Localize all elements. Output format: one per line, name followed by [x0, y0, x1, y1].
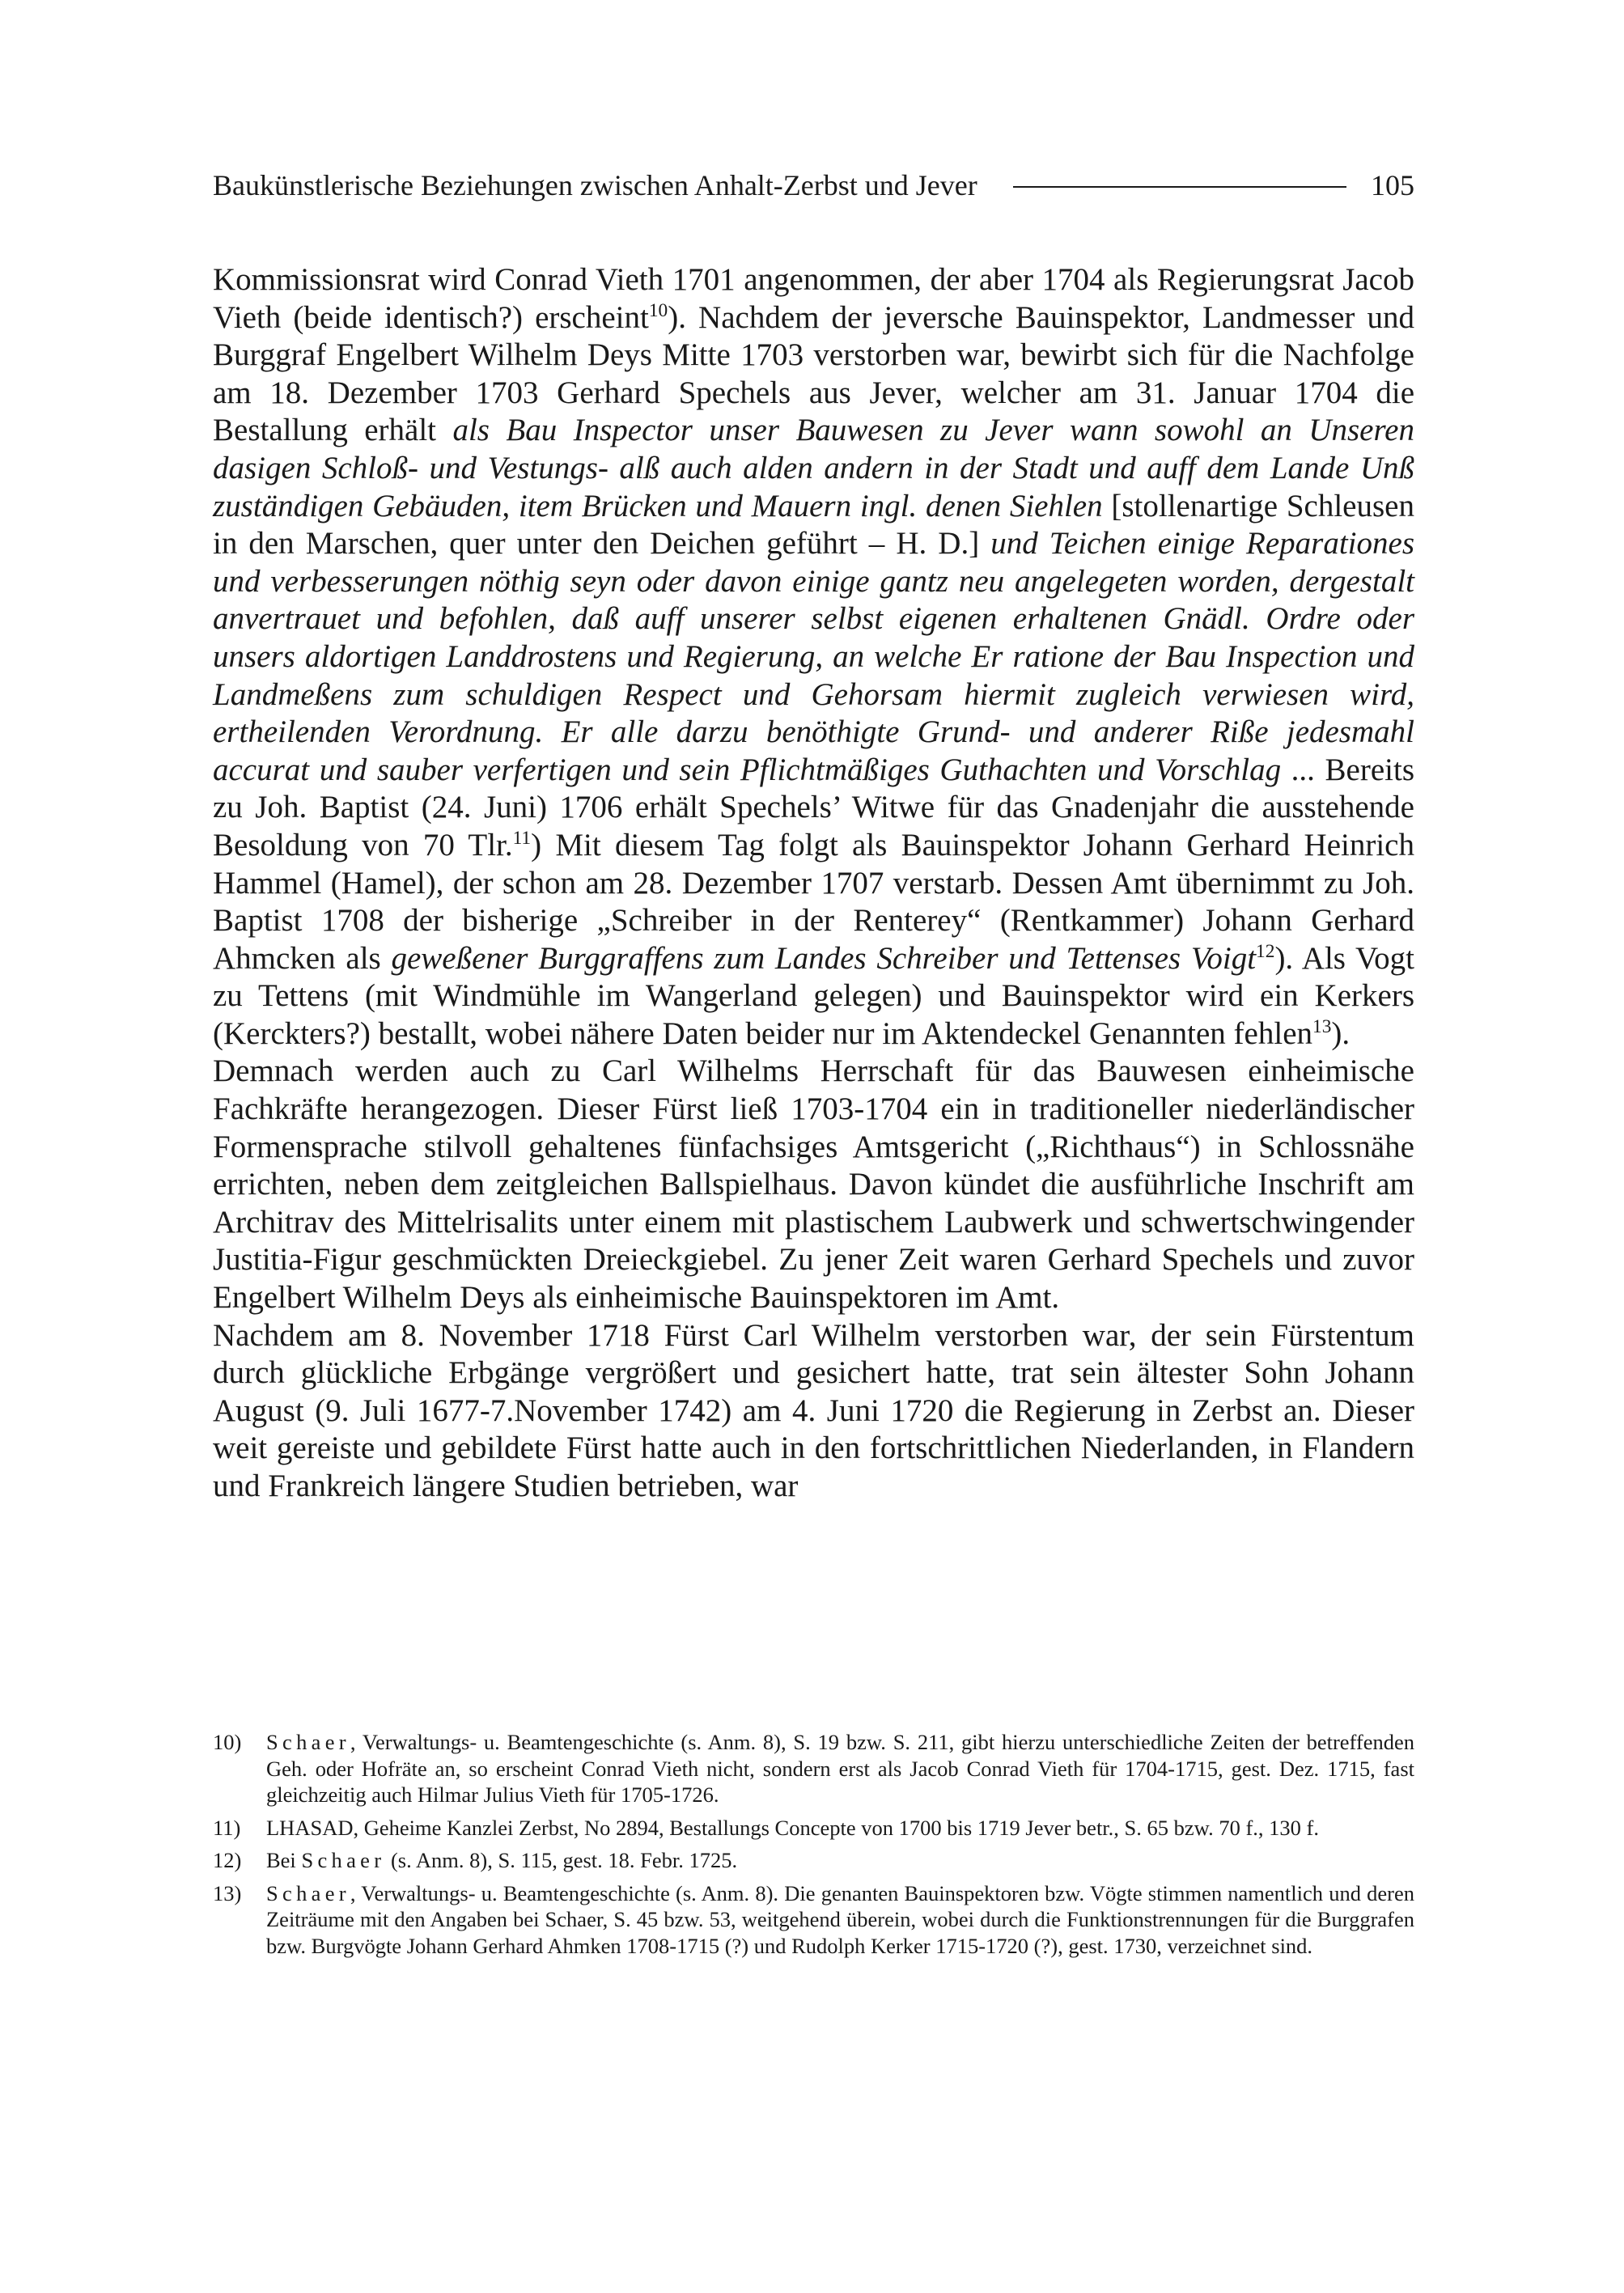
paragraph-2: Demnach werden auch zu Carl Wilhelms Herrschaft für das Bauwesen einheimische Fachkräfte herangezogen. Dieser Fürst ließ 1703-1704 ein in traditioneller niederländischer Formensprache stilvoll gehaltenes fünfachsiges Amtsgericht („Richthaus“) in Schlossnähe errichten, neben dem zeitgleichen Ballspielhaus. Davon kündet die ausführliche Inschrift am Architrav des Mittelrisalits unter einem mit plastischem Laubwerk und schwertschwingender Justitia-Figur geschmückten Dreieckgiebel. Zu jener Zeit waren Gerhard Spechels und zuvor Engelbert Wilhelm Deys als einheimische Bauinspektoren im Amt.	[213, 1053, 1414, 1316]
footnote-10	[213, 1729, 1414, 1808]
paragraph-3: Nachdem am 8. November 1718 Fürst Carl Wilhelm verstorben war, der sein Fürstentum durch glückliche Erbgänge vergrößert und gesichert hatte, trat sein ältester Sohn Johann August (9. Juli 1677-7.November 1742) am 4. Juni 1720 die Regierung in Zerbst an. Dieser weit gereiste und gebildete Fürst hatte auch in den fortschrittlichen Niederlanden, in Flandern und Frankreich längere Studien betrieben, war	[213, 1317, 1414, 1503]
text-segment: ).	[1331, 1015, 1351, 1051]
footnote-number: 11)	[213, 1815, 241, 1840]
text-segment: ... Bereits zu Joh. Baptist (24. Juni) 1706 erhält Spechels’ Witwe für das Gnadenjahr die ausstehende Besoldung von 70 Tlr.	[213, 752, 1415, 863]
footnote-text	[266, 1847, 1414, 1874]
paragraph-1	[213, 261, 1414, 1053]
footnote-number: 10)	[213, 1730, 242, 1754]
running-head-title: Baukünstlerische Beziehungen zwischen Anhalt-Zerbst und Jever	[213, 169, 977, 201]
text-segment: ). Nachdem der jeversche Bauinspektor, Landmesser und Burggraf Engelbert Wilhelm Deys Mitte 1703 verstorben war, bewirbt sich für die Nachfolge am 18. Dezember 1703 Gerhard Spechels aus Jever, welcher am 31. Januar 1704 die Bestallung erhält	[213, 299, 1414, 448]
footnote-ref-11: 11	[512, 827, 532, 849]
footnote-text	[266, 1815, 1414, 1842]
footnote-author: Schaer	[266, 1730, 350, 1754]
page-number: 105	[1371, 169, 1414, 201]
footnote-12	[213, 1847, 1414, 1874]
footnote-author: Schaer	[301, 1848, 386, 1872]
text-segment: Kommissionsrat wird Conrad Vieth 1701 angenommen, der aber 1704 als Regierungsrat Jacob Vieth (beide identisch?) erscheint	[213, 262, 1414, 335]
text-segment: ). Als Vogt zu Tettens (mit Windmühle im Wangerland gelegen) und Bauinspektor wird ein Kerkers (Kerckters?) bestallt, wobei nähere Daten beider nur im Aktendeckel Genannten fehlen	[213, 940, 1414, 1051]
footnote-body: , Verwaltungs- u. Beamtengeschichte (s. Anm. 8), S. 19 bzw. S. 211, gibt hierzu unterschiedliche Zeiten der betreffenden Geh. oder Hofräte an, so erscheint Conrad Vieth nicht, sondern erst als Jacob Conrad Vieth für 1704-1715, gest. Dez. 1715, fast gleichzeitig auch Hilmar Julius Vieth für 1705-1726.	[266, 1730, 1414, 1807]
footnote-ref-13: 13	[1312, 1015, 1332, 1037]
footnote-body: , Verwaltungs- u. Beamtengeschichte (s. Anm. 8). Die genanten Bauinspektoren bzw. Vögte stimmen namentlich und deren Zeiträume mit den Angaben bei Schaer, S. 45 bzw. 53, weitgehend überein, wobei durch die Funktionstrennungen für die Burggrafen bzw. Burgvögte Johann Gerhard Ahmken 1708-1715 (?) und Rudolph Kerker 1715-1720 (?), gest. 1730, verzeichnet sind.	[266, 1880, 1414, 1958]
footnote-11	[213, 1815, 1414, 1842]
running-head-rule	[1013, 186, 1346, 188]
body-text	[213, 261, 1414, 1506]
footnote-number: 13)	[213, 1880, 242, 1905]
quote-segment: geweßener Burggraffens zum Landes Schreiber und Tettenses Voigt	[391, 940, 1257, 976]
text-segment: ) Mit diesem Tag folgt als Bauinspektor Johann Gerhard Heinrich Hammel (Hamel), der schon am 28. Dezember 1707 verstarb. Dessen Amt übernimmt zu Joh. Baptist 1708 der bisherige „Schreiber in der Renterey“ (Rentkammer) Johann Gerhard Ahmcken als	[213, 827, 1414, 976]
text-segment: [stollenartige Schleusen in den Marschen, quer unter den Deichen geführt – H. D.]	[213, 488, 1414, 562]
quote-segment: als Bau Inspector unser Bauwesen zu Jever wann sowohl an Unseren dasigen Schloß- und Vestungs- alß auch alden andern in der Stadt und auff dem Lande Unß zuständigen Gebäuden, item Brücken und Mauern ingl. denen Siehlen	[213, 413, 1414, 523]
footnote-text	[266, 1880, 1414, 1960]
footnote-13	[213, 1880, 1414, 1960]
footnote-lead: Bei	[266, 1848, 302, 1872]
footnote-text	[266, 1729, 1414, 1808]
footnote-ref-10: 10	[648, 299, 668, 321]
footnote-number: 12)	[213, 1848, 242, 1872]
running-head	[213, 166, 1414, 205]
footnote-body: LHASAD, Geheime Kanzlei Zerbst, No 2894, Bestallungs Concepte von 1700 bis 1719 Jever betr., S. 65 bzw. 70 f., 130 f.	[266, 1815, 1319, 1840]
footnote-ref-12: 12	[1256, 940, 1275, 962]
quote-segment: und Teichen einige Reparationes und verbesserungen nöthig seyn oder davon einige gantz neu angelegeten worden, dergestalt anvertrauet und befohlen, daß auff unserer selbst eigenen erhaltenen Gnädl. Ordre oder unsers aldortigen Landdrostens und Regierung, an welche Er ratione der Bau Inspection und Landmeßens zum schuldigen Respect und Gehorsam hiermit zugleich verwiesen wird, ertheilenden Verordnung. Er alle darzu benöthigte Grund- und anderer Riße jedesmahl accurat und sauber verfertigen und sein Pflichtmäßiges Guthachten und Vorschlag	[213, 526, 1414, 787]
footnote-author: Schaer	[266, 1880, 350, 1905]
footnote-body: (s. Anm. 8), S. 115, gest. 18. Febr. 1725.	[385, 1848, 738, 1872]
footnotes	[213, 1729, 1414, 1965]
